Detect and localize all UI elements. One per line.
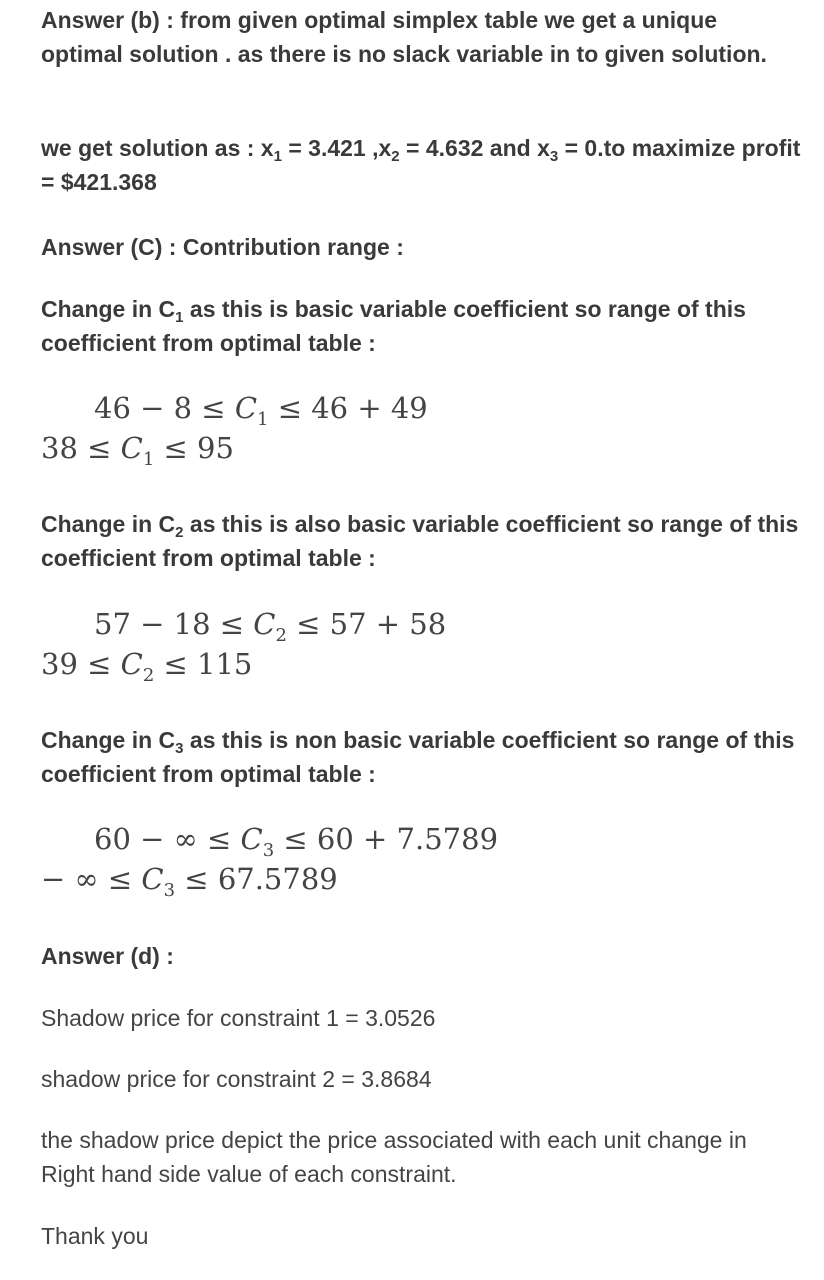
- c2-text-a: Change in C: [41, 511, 176, 537]
- c1-text-a: Change in C: [41, 296, 176, 322]
- c1-text-b: as this is basic variable coefficient so range of this coefficient from optimal table :: [41, 296, 746, 356]
- c3-eq1-right: ≤ 60 + 7.5789: [274, 822, 499, 856]
- c3-eq2-left: − ∞ ≤: [41, 862, 142, 896]
- c3-paragraph: [41, 723, 801, 791]
- c1-eq1-right: ≤ 46 + 49: [268, 391, 428, 425]
- x2-subscript: 2: [391, 148, 400, 165]
- c3-equation-1: [41, 819, 801, 859]
- c2-eq1-var: C: [253, 607, 276, 641]
- c1-equations: [41, 388, 801, 468]
- shadow-price-1: Shadow price for constraint 1 = 3.0526: [41, 1005, 436, 1031]
- solution-prefix: we get solution as : x: [41, 135, 274, 161]
- c3-text-b: as this is non basic variable coefficient so range of this coefficient from optimal table :: [41, 727, 795, 787]
- answer-c-heading: Answer (C) : Contribution range :: [41, 234, 404, 260]
- c2-paragraph: [41, 507, 801, 575]
- c1-eq1-left: 46 − 8 ≤: [94, 391, 235, 425]
- x1-subscript: 1: [273, 148, 282, 165]
- x1-value: = 3.421 ,x: [281, 135, 392, 161]
- closing-text: Thank you: [41, 1223, 149, 1249]
- c3-subscript: 3: [175, 740, 184, 757]
- c1-paragraph: [41, 292, 801, 360]
- c1-eq2-left: 38 ≤: [41, 431, 121, 465]
- c3-eq2-sub: 3: [163, 880, 176, 901]
- c2-eq2-right: ≤ 115: [154, 647, 253, 681]
- c2-eq2-left: 39 ≤: [41, 647, 121, 681]
- c2-eq2-var: C: [120, 647, 143, 681]
- c1-eq2-var: C: [120, 431, 143, 465]
- c1-eq2-sub: 1: [142, 449, 155, 470]
- c3-eq1-left: 60 − ∞ ≤: [94, 822, 241, 856]
- answer-b-paragraph: Answer (b) : from given optimal simplex table we get a unique optimal solution . as there is no slack variable in to given solution.: [41, 7, 767, 67]
- c3-equations: [41, 819, 801, 899]
- c2-text-b: as this is also basic variable coefficient so range of this coefficient from optimal table :: [41, 511, 799, 571]
- shadow-price-explanation: the shadow price depict the price associated with each unit change in Right hand side value of each constraint.: [41, 1127, 747, 1187]
- c1-equation-1: [41, 388, 801, 428]
- answer-d-heading: Answer (d) :: [41, 943, 174, 969]
- c3-eq1-var: C: [240, 822, 263, 856]
- c2-eq1-right: ≤ 57 + 58: [286, 607, 447, 641]
- c2-subscript: 2: [175, 524, 184, 541]
- c1-eq2-right: ≤ 95: [154, 431, 234, 465]
- c2-eq1-left: 57 − 18 ≤: [94, 607, 254, 641]
- x2-value: = 4.632 and x: [399, 135, 550, 161]
- c2-equation-2: [41, 644, 801, 684]
- c1-eq1-sub: 1: [257, 409, 269, 430]
- c1-eq1-var: C: [234, 391, 258, 425]
- x3-subscript: 3: [549, 148, 559, 165]
- c3-equation-2: [41, 859, 801, 899]
- shadow-price-2: shadow price for constraint 2 = 3.8684: [41, 1066, 432, 1092]
- c3-eq2-right: ≤ 67.5789: [175, 862, 338, 896]
- c2-equations: [41, 604, 801, 684]
- c2-eq2-sub: 2: [142, 665, 155, 686]
- c3-text-a: Change in C: [41, 727, 176, 753]
- solution-paragraph: [41, 131, 801, 199]
- c2-equation-1: [41, 604, 801, 644]
- c2-eq1-sub: 2: [275, 625, 287, 646]
- c3-eq1-sub: 3: [262, 840, 275, 861]
- c1-equation-2: [41, 428, 801, 468]
- x3-value-and-profit: = 0.to maximize profit = $421.368: [41, 135, 801, 195]
- c1-subscript: 1: [175, 309, 184, 326]
- c3-eq2-var: C: [141, 862, 164, 896]
